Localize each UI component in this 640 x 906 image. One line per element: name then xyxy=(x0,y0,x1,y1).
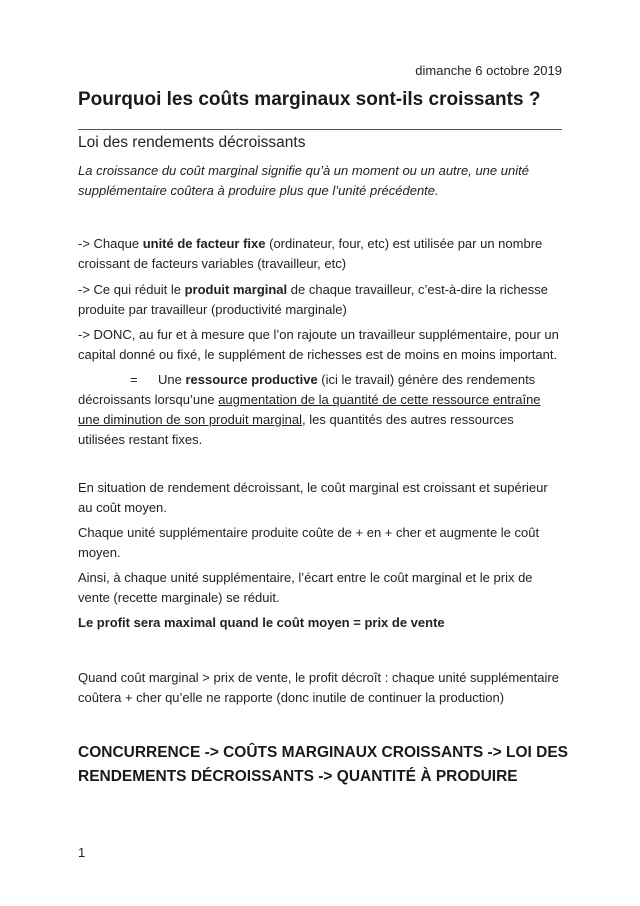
paragraph-ecart: Ainsi, à chaque unité supplémentaire, l’écart entre le coût marginal et le prix de vente (recette marginale) se réduit. xyxy=(78,570,533,605)
definition-underlined: augmentation de la quantité de cette ressource entraîne une diminution de son produit marginal xyxy=(78,392,541,427)
page-number: 1 xyxy=(78,845,86,860)
paragraph-cout-unitaire: Chaque unité supplémentaire produite coûte de + en + cher et augmente le coût moyen. xyxy=(78,525,540,560)
point-1-suffix: (ordinateur, four, etc) est utilisée par un nombre croissant de facteurs variables (travailleur, etc) xyxy=(78,236,543,271)
paragraph-rendement: En situation de rendement décroissant, le coût marginal est croissant et supérieur au coût moyen. xyxy=(78,480,548,515)
point-3-paragraph: -> DONC, au fur et à mesure que l’on rajoute un travailleur supplémentaire, pour un capital donné ou fixé, le supplément de richesses est de moins en moins important. xyxy=(78,327,559,362)
point-1-bold: unité de facteur fixe xyxy=(142,236,266,251)
definition-equals-sign: = xyxy=(130,372,138,387)
section-title: Loi des rendements décroissants xyxy=(78,134,306,151)
conclusion-heading: CONCURRENCE -> COÛTS MARGINAUX CROISSANTS -> LOI DES RENDEMENTS DÉCROISSANTS -> QUANTITÉ À PRODUIRE xyxy=(78,744,569,785)
definition-bold: ressource productive xyxy=(185,372,318,387)
definition-prefix: Une xyxy=(158,372,186,387)
definition-middle: (ici le travail) génère des rendements décroissants lorsqu’une xyxy=(78,372,536,407)
paragraph-profit-maximal: Le profit sera maximal quand le coût moyen = prix de vente xyxy=(78,615,445,630)
point-1-paragraph xyxy=(78,234,564,274)
point-1-prefix: -> Chaque xyxy=(78,236,143,251)
title-divider xyxy=(78,129,562,130)
document-title: Pourquoi les coûts marginaux sont-ils croissants ? xyxy=(78,89,541,110)
point-2-paragraph xyxy=(78,280,564,320)
point-2-prefix: -> Ce qui réduit le xyxy=(78,282,185,297)
point-2-bold: produit marginal xyxy=(184,282,288,297)
definition-suffix: , les quantités des autres ressources utilisées restant fixes. xyxy=(78,412,514,447)
intro-paragraph: La croissance du coût marginal signifie qu’à un moment ou un autre, une unité supplémentaire coûtera à produire plus que l’unité précédente. xyxy=(78,163,529,198)
definition-paragraph xyxy=(78,370,564,450)
document-date: dimanche 6 octobre 2019 xyxy=(415,63,562,78)
paragraph-profit-decroit: Quand coût marginal > prix de vente, le profit décroît : chaque unité supplémentaire coûtera + cher qu’elle ne rapporte (donc inutile de continuer la production) xyxy=(78,670,559,705)
point-2-suffix: de chaque travailleur, c’est-à-dire la richesse produite par travailleur (productivité marginale) xyxy=(78,282,549,317)
